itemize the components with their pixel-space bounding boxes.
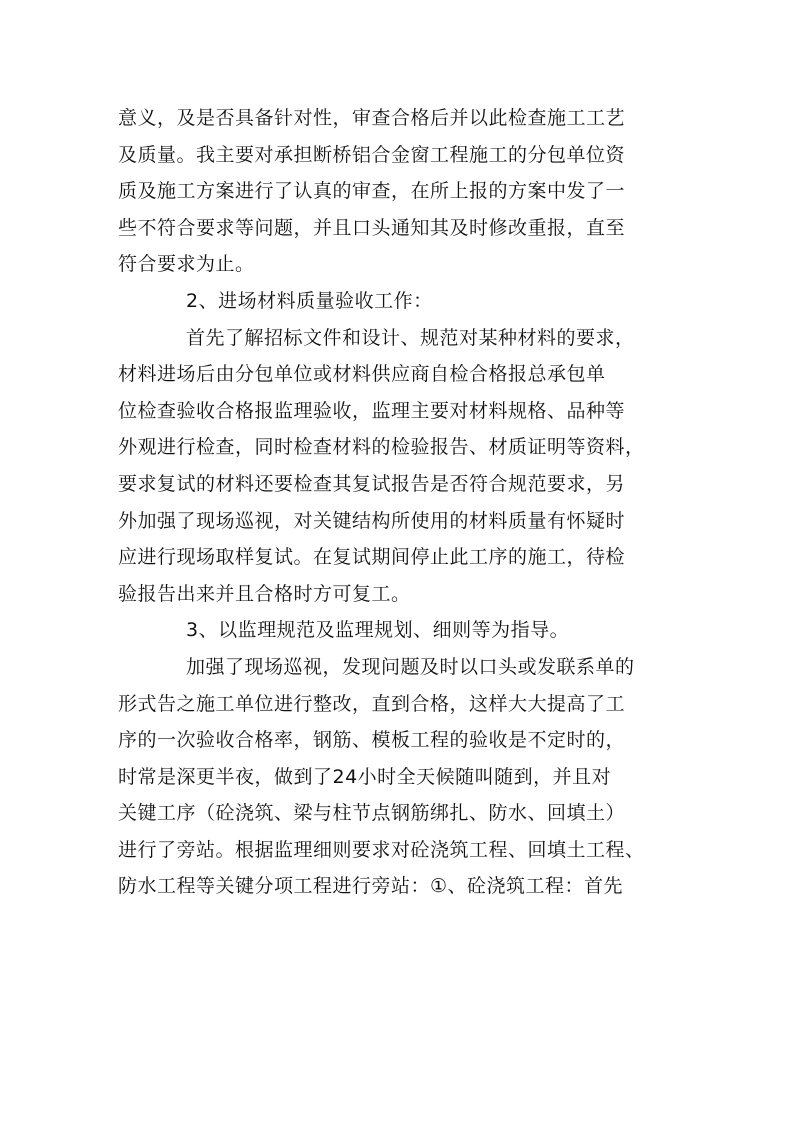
text-line: 应进行现场取样复试。在复试期间停止此工序的施工，待检 [118,546,626,569]
text-line: 加强了现场巡视，发现问题及时以口头或发联系单的 [186,655,635,678]
text-line: 及质量。我主要对承担断桥铝合金窗工程施工的分包单位资 [118,143,626,166]
text-line: 外观进行检查，同时检查材料的检验报告、材质证明等资料， [118,436,645,459]
text-line: 位检查验收合格报监理验收，监理主要对材料规格、品种等 [118,399,626,422]
text-line: 些不符合要求等问题，并且口头通知其及时修改重报，直至 [118,216,626,239]
text-line: 材料进场后由分包单位或材料供应商自检合格报总承包单 [118,363,606,386]
text-line: 3、以监理规范及监理规划、细则等为指导。 [186,619,570,642]
text-line: 序的一次验收合格率，钢筋、模板工程的验收是不定时的， [118,729,626,752]
text-line: 进行了旁站。根据监理细则要求对砼浇筑工程、回填土工程、 [118,838,645,861]
text-line: 时常是深更半夜，做到了24小时全天候随叫随到，并且对 [118,765,612,788]
text-line: 质及施工方案进行了认真的审查，在所上报的方案中发了一 [118,180,626,203]
text-line: 关键工序（砼浇筑、梁与柱节点钢筋绑扎、防水、回填土） [118,802,626,825]
text-line: 要求复试的材料还要检查其复试报告是否符合规范要求，另 [118,472,626,495]
text-line: 首先了解招标文件和设计、规范对某种材料的要求， [186,326,635,349]
text-line: 验报告出来并且合格时方可复工。 [118,582,411,605]
text-line: 符合要求为止。 [118,253,255,276]
text-line: 2、进场材料质量验收工作： [186,289,433,312]
text-line: 防水工程等关键分项工程进行旁站：①、砼浇筑工程：首先 [118,875,624,898]
text-line: 意义，及是否具备针对性，审查合格后并以此检查施工工艺 [118,107,626,129]
text-line: 形式告之施工单位进行整改，直到合格，这样大大提高了工 [118,692,626,715]
text-line: 外加强了现场巡视，对关键结构所使用的材料质量有怀疑时 [118,509,626,532]
document-body [118,100,678,905]
